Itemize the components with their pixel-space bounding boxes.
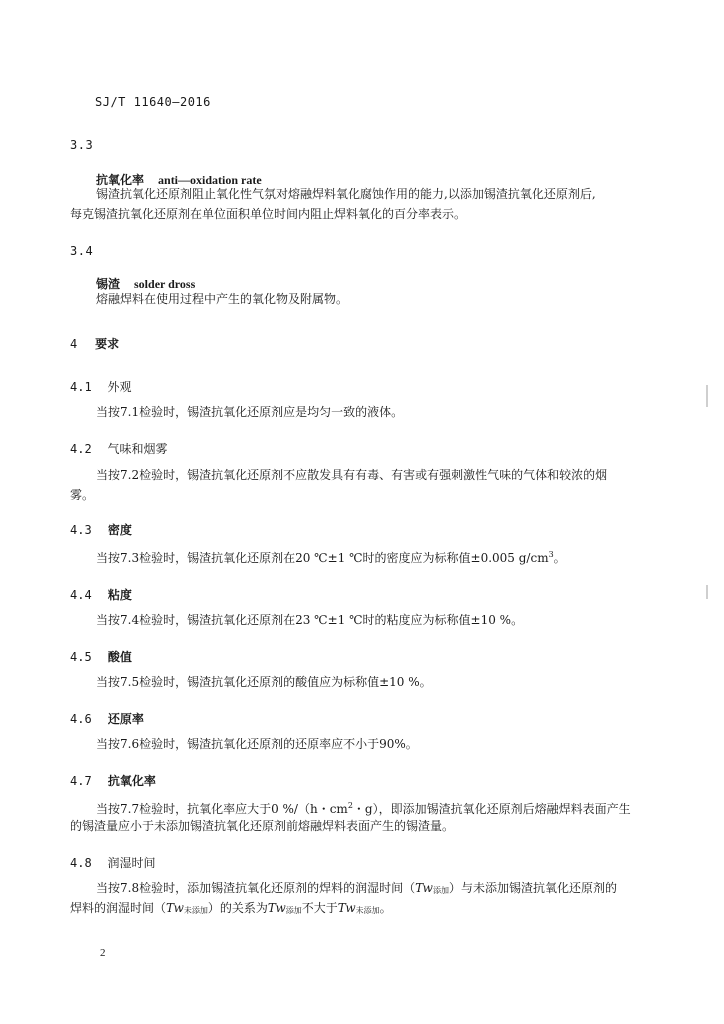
clause-4-2-heading: [70, 440, 168, 457]
standard-code: SJ/T 11640—2016: [95, 95, 211, 109]
subscript-added: 添加: [285, 906, 302, 915]
text-part: ・g），即添加锡渣抗氧化还原剂后熔融焊料表面产生: [352, 802, 631, 816]
section-title: 要求: [95, 337, 120, 351]
definition-3-3-line-2: 每克锡渣抗氧化还原剂在单位面积单位时间内阻止焊料氧化的百分率表示。: [70, 207, 467, 221]
scan-artifact: [706, 385, 708, 407]
symbol-tw: Tw: [337, 901, 356, 915]
clause-number-3-3: 3.3: [70, 138, 94, 152]
clause-number-3-4: 3.4: [70, 244, 94, 258]
text-part: ）的关系为: [207, 901, 268, 915]
clause-4-7-heading: [70, 772, 156, 789]
clause-title: 粘度: [107, 588, 132, 602]
clause-4-4-heading: [70, 586, 132, 603]
definition-3-3-line-1: 锡渣抗氧化还原剂阻止氧化性气氛对熔融焊料氧化腐蚀作用的能力,以添加锡渣抗氧化还原剂后,: [96, 187, 596, 201]
clause-4-3-text: [70, 545, 650, 568]
clause-4-2-text-line-1: 当按7.2检验时，锡渣抗氧化还原剂不应散发具有有毒、有害或有强刺激性气味的气体和较浓的烟: [96, 468, 608, 482]
text-part: 当按7.8检验时，添加锡渣抗氧化还原剂的焊料的润湿时间（: [96, 881, 416, 895]
clause-4-5-text: 当按7.5检验时，锡渣抗氧化还原剂的酸值应为标称值±10 %。: [96, 675, 432, 689]
text-part: 焊料的润湿时间（: [70, 901, 167, 915]
clause-4-8-heading: [70, 854, 156, 871]
clause-title: 密度: [107, 523, 132, 537]
symbol-tw: Tw: [166, 901, 184, 915]
clause-title: 抗氧化率: [107, 774, 156, 788]
clause-number: 4.8: [70, 856, 92, 870]
term-en: anti—oxidation rate: [158, 173, 262, 187]
scan-artifact: [706, 585, 708, 599]
clause-4-1-text: 当按7.1检验时，锡渣抗氧化还原剂应是均匀一致的液体。: [96, 405, 404, 419]
clause-title: 外观: [107, 380, 132, 394]
clause-4-6-text: 当按7.6检验时，锡渣抗氧化还原剂的还原率应不小于90%。: [96, 737, 418, 751]
clause-4-6-heading: [70, 710, 144, 727]
term-zh: 锡渣: [96, 277, 121, 291]
clause-4-4-text: 当按7.4检验时，锡渣抗氧化还原剂在23 ℃±1 ℃时的粘度应为标称值±10 %。: [96, 613, 524, 627]
page-number: 2: [100, 947, 106, 959]
text-part: 。: [553, 551, 566, 565]
clause-number: 4.3: [70, 523, 92, 537]
clause-title: 还原率: [107, 712, 144, 726]
text-part: ）与未添加锡渣抗氧化还原剂的: [448, 881, 617, 895]
text-part: 当按7.7检验时，抗氧化率应大于0 %/（h・cm: [96, 802, 348, 816]
text-part: 当按7.3检验时，锡渣抗氧化还原剂在20 ℃±1 ℃时的密度应为标称值±0.005 g/cm: [96, 551, 549, 565]
clause-title: 气味和烟雾: [107, 442, 168, 456]
section-number: 4: [70, 337, 78, 351]
clause-4-1-heading: [70, 378, 132, 395]
clause-number: 4.7: [70, 774, 92, 788]
term-zh: 抗氧化率: [96, 173, 145, 187]
symbol-tw: Tw: [267, 901, 286, 915]
subscript-added: 添加: [432, 886, 449, 895]
definition-3-4: 熔融焊料在使用过程中产生的氧化物及附属物。: [96, 292, 349, 306]
clause-title: 润湿时间: [107, 856, 156, 870]
symbol-tw: Tw: [415, 881, 433, 895]
term-en: solder dross: [134, 277, 196, 291]
clause-number: 4.5: [70, 650, 92, 664]
section-4-heading: [70, 335, 119, 352]
superscript: 3: [548, 550, 554, 559]
text-part: 不大于: [301, 901, 338, 915]
subscript-not-added: 未添加: [183, 906, 208, 915]
superscript: 2: [347, 801, 353, 810]
clause-4-5-heading: [70, 648, 132, 665]
clause-number: 4.6: [70, 712, 92, 726]
clause-4-2-text-line-2: 雾。: [70, 488, 95, 502]
clause-number: 4.2: [70, 442, 92, 456]
clause-4-7-text-line-2: 的锡渣量应小于未添加锡渣抗氧化还原剂前熔融焊料表面产生的锡渣量。: [70, 819, 455, 833]
clause-title: 酸值: [107, 650, 132, 664]
clause-number: 4.1: [70, 380, 92, 394]
clause-4-3-heading: [70, 521, 132, 538]
text-part: 。: [379, 901, 392, 915]
clause-4-8-text-line-2: [70, 898, 650, 921]
subscript-not-added: 未添加: [355, 906, 380, 915]
clause-number: 4.4: [70, 588, 92, 602]
